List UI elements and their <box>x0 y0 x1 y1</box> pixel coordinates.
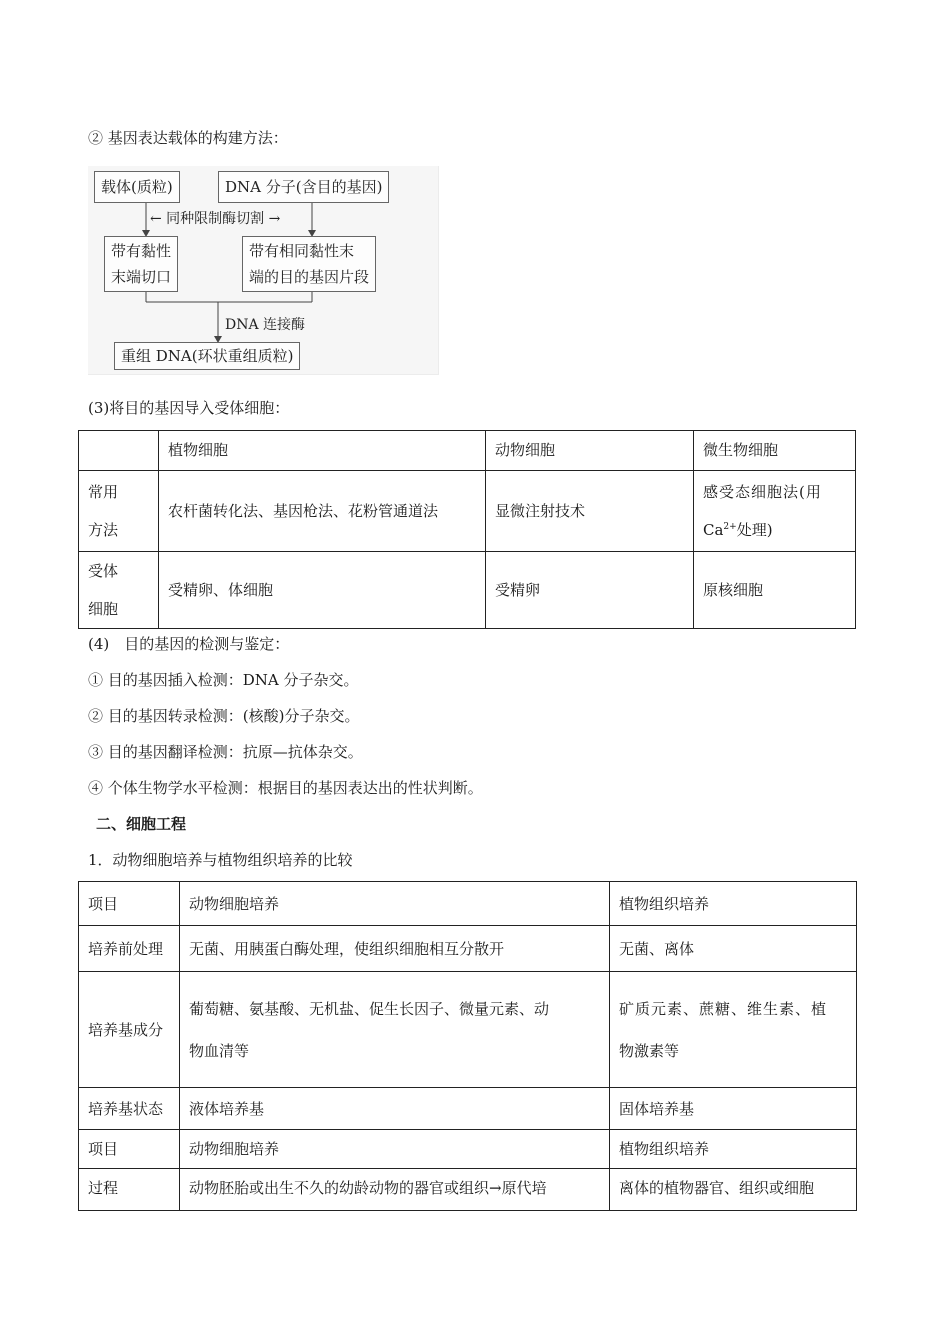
section-title-cell-engineering: 二、细胞工程 <box>96 815 187 833</box>
table-cell: 植物组织培养 <box>610 882 857 926</box>
target-gene-fragment-box <box>242 236 376 292</box>
table-cell: 无菌、用胰蛋白酶处理，使组织细胞相互分散开 <box>180 926 610 972</box>
calcium-charge: 2+ <box>723 522 737 532</box>
table-row <box>79 972 857 1088</box>
target-gene-line1: 带有相同黏性末 <box>249 242 355 260</box>
table-cell-empty <box>79 431 159 471</box>
row-head-line1: 受体 <box>88 562 119 580</box>
table-row <box>79 1088 857 1130</box>
table-row <box>79 1130 857 1169</box>
recombinant-dna-box: 重组 DNA(环状重组质粒) <box>114 342 300 370</box>
row-head-method <box>79 471 159 552</box>
table-cell: 动物细胞培养 <box>180 1130 610 1169</box>
detection-item-1: ① 目的基因插入检测：DNA 分子杂交。 <box>88 671 359 689</box>
cell-line1: 葡萄糖、氨基酸、无机盐、促生长因子、微量元素、动 <box>189 999 550 1018</box>
table-cell: 项目 <box>79 882 180 926</box>
header-plant-cell: 植物细胞 <box>159 431 486 471</box>
microbe-method-tail: 处理) <box>736 521 773 539</box>
animal-method-cell: 显微注射技术 <box>486 471 694 552</box>
calcium-symbol: Ca <box>703 521 724 539</box>
sticky-end-box <box>104 236 178 292</box>
table-cell: 过程 <box>79 1169 180 1211</box>
table-cell: 项目 <box>79 1130 180 1169</box>
table-cell <box>180 972 610 1088</box>
restriction-enzyme-label: ← 同种限制酶切割 → <box>150 211 281 227</box>
sticky-end-line1: 带有黏性 <box>111 242 172 260</box>
microbe-method-line1: 感受态细胞法(用 <box>703 483 822 501</box>
table-row <box>79 552 856 629</box>
table-cell: 无菌、离体 <box>610 926 857 972</box>
detection-item-4: ④ 个体生物学水平检测：根据目的基因表达出的性状判断。 <box>88 779 483 797</box>
table-cell: 培养前处理 <box>79 926 180 972</box>
plant-recipient-cell: 受精卵、体细胞 <box>159 552 486 629</box>
recipient-cell-table <box>78 430 856 629</box>
table-row <box>79 431 856 471</box>
vector-construction-flowchart <box>88 166 439 375</box>
comparison-subheading: 1．动物细胞培养与植物组织培养的比较 <box>88 851 353 869</box>
detection-item-3: ③ 目的基因翻译检测：抗原—抗体杂交。 <box>88 743 363 761</box>
table-cell <box>610 972 857 1088</box>
row-head-line2: 细胞 <box>88 600 119 618</box>
target-gene-line2: 端的目的基因片段 <box>249 268 370 286</box>
table-cell: 离体的植物器官、组织或细胞 <box>610 1169 857 1211</box>
header-animal-cell: 动物细胞 <box>486 431 694 471</box>
plant-method-cell: 农杆菌转化法、基因枪法、花粉管通道法 <box>159 471 486 552</box>
table-cell: 液体培养基 <box>180 1088 610 1130</box>
culture-comparison-table <box>78 881 857 1211</box>
detection-item-2: ② 目的基因转录检测：(核酸)分子杂交。 <box>88 707 360 725</box>
table-row <box>79 926 857 972</box>
vector-plasmid-box: 载体(质粒) <box>94 171 180 203</box>
cell-line2: 物激素等 <box>619 1041 680 1060</box>
table-cell: 培养基成分 <box>79 972 180 1088</box>
cell-line2: 物血清等 <box>189 1041 250 1060</box>
dna-molecule-box: DNA 分子(含目的基因) <box>218 171 389 203</box>
row-head-line2: 方法 <box>88 521 119 539</box>
sticky-end-line2: 末端切口 <box>111 268 172 286</box>
import-heading: (3)将目的基因导入受体细胞： <box>88 399 290 417</box>
animal-recipient-cell: 受精卵 <box>486 552 694 629</box>
table-row <box>79 1169 857 1211</box>
microbe-method-cell <box>694 471 856 552</box>
cell-line1: 矿质元素、蔗糖、维生素、植 <box>619 999 828 1018</box>
table-cell: 固体培养基 <box>610 1088 857 1130</box>
header-microbe-cell: 微生物细胞 <box>694 431 856 471</box>
microbe-method-line2 <box>703 511 846 549</box>
row-head-line1: 常用 <box>88 483 119 501</box>
table-row <box>79 882 857 926</box>
table-cell: 动物胚胎或出生不久的幼龄动物的器官或组织→原代培 <box>180 1169 610 1211</box>
vector-construction-heading: ② 基因表达载体的构建方法： <box>88 129 288 147</box>
detection-heading: (4) 目的基因的检测与鉴定： <box>88 635 290 653</box>
table-cell: 培养基状态 <box>79 1088 180 1130</box>
table-cell: 植物组织培养 <box>610 1130 857 1169</box>
dna-ligase-label: DNA 连接酶 <box>225 317 306 333</box>
row-head-recipient <box>79 552 159 629</box>
table-row <box>79 471 856 552</box>
microbe-recipient-cell: 原核细胞 <box>694 552 856 629</box>
table-cell: 动物细胞培养 <box>180 882 610 926</box>
